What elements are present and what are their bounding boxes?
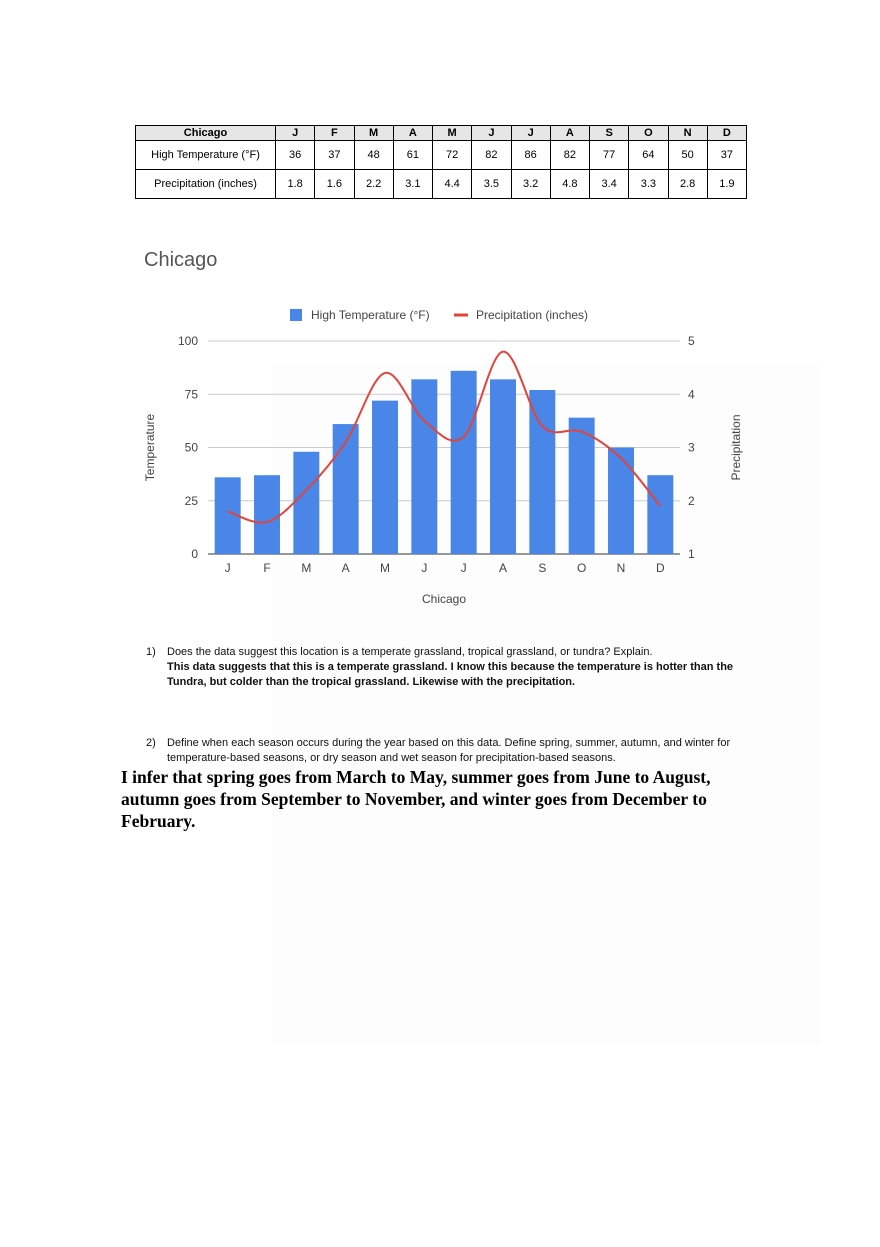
x-tick-label: N: [616, 561, 626, 575]
x-tick-label: M: [301, 561, 312, 575]
y2-tick-label: 4: [688, 387, 695, 402]
table-row: [136, 170, 747, 199]
x-tick-label: J: [421, 561, 428, 575]
bar: [490, 379, 516, 554]
x-tick-label: O: [576, 561, 587, 575]
bar: [293, 452, 319, 554]
table-month-header: O: [629, 126, 668, 141]
y-tick-label: 75: [184, 387, 198, 402]
table-cell: 2.8: [668, 170, 707, 199]
table-row: [136, 141, 747, 170]
climate-table: [135, 125, 747, 199]
question-number: 1): [146, 646, 156, 658]
y-tick-label: 100: [177, 334, 198, 348]
table-cell: 37: [707, 141, 746, 170]
question-answer: This data suggests that this is a temperate grassland. I know this because the temperature is hotter than the Tundra, but colder than the tropical grassland. Likewise with the precipitation.: [167, 661, 734, 688]
x-tick-label: A: [341, 561, 350, 575]
table-month-header: J: [511, 126, 550, 141]
table-month-header: J: [472, 126, 511, 141]
table-cell: 37: [315, 141, 354, 170]
x-tick-label: J: [224, 561, 231, 575]
bar: [569, 418, 595, 554]
table-cell: 48: [354, 141, 393, 170]
table-month-header: D: [707, 126, 746, 141]
bar: [647, 475, 673, 554]
table-month-header: M: [354, 126, 393, 141]
y2-tick-label: 5: [688, 334, 695, 348]
table-cell: 4.8: [550, 170, 589, 199]
x-tick-label: J: [460, 561, 467, 575]
table-month-header: A: [393, 126, 432, 141]
x-axis-label: Chicago: [421, 592, 467, 606]
question-number: 2): [146, 737, 156, 749]
y-tick-label: 0: [191, 547, 198, 561]
x-tick-label: F: [263, 561, 271, 575]
final-answer: I infer that spring goes from March to May, summer goes from June to August, autumn goes from September to November, and winter goes from December to February.: [121, 767, 711, 831]
legend-label-temperature: High Temperature (°F): [311, 308, 430, 322]
table-cell: 50: [668, 141, 707, 170]
question-prompt: Define when each season occurs during the year based on this data. Define spring, summer, autumn, and winter for temperature-based seasons, or dry season and wet season for precipitation-based seasons.: [167, 737, 731, 764]
bar: [529, 390, 555, 554]
table-cell: 3.3: [629, 170, 668, 199]
x-tick-label: M: [380, 561, 390, 575]
table-cell: 64: [629, 141, 668, 170]
table-row-label: High Temperature (°F): [136, 141, 276, 170]
bar: [411, 379, 437, 554]
table-cell: 36: [276, 141, 315, 170]
table-cell: 82: [472, 141, 511, 170]
y2-tick-label: 3: [688, 440, 695, 455]
legend-label-precipitation: Precipitation (inches): [476, 308, 589, 322]
bar: [372, 401, 398, 554]
precipitation-line: [228, 352, 661, 523]
table-month-header: S: [590, 126, 629, 141]
legend-swatch-temperature: [290, 309, 302, 321]
table-cell: 3.5: [472, 170, 511, 199]
y2-tick-label: 1: [688, 547, 695, 561]
bar: [254, 475, 280, 554]
table-cell: 1.6: [315, 170, 354, 199]
x-tick-label: A: [498, 561, 508, 575]
chart-title: Chicago: [144, 249, 218, 271]
table-cell: 72: [433, 141, 472, 170]
table-header-label: Chicago: [136, 126, 276, 141]
table-cell: 3.2: [511, 170, 550, 199]
table-cell: 61: [393, 141, 432, 170]
x-tick-label: D: [655, 561, 665, 575]
table-header-row: [136, 126, 747, 141]
climate-chart: [130, 290, 760, 620]
legend-swatch-precipitation: [454, 314, 468, 317]
table-month-header: M: [433, 126, 472, 141]
table-cell: 82: [550, 141, 589, 170]
table-month-header: J: [276, 126, 315, 141]
table-cell: 3.1: [393, 170, 432, 199]
table-month-header: N: [668, 126, 707, 141]
table-cell: 1.8: [276, 170, 315, 199]
table-cell: 1.9: [707, 170, 746, 199]
y-tick-label: 25: [184, 493, 198, 508]
y-tick-label: 50: [184, 440, 198, 455]
table-cell: 4.4: [433, 170, 472, 199]
table-cell: 77: [590, 141, 629, 170]
y2-axis-label: Precipitation: [729, 414, 743, 481]
y2-tick-label: 2: [688, 493, 695, 508]
question-prompt: Does the data suggest this location is a temperate grassland, tropical grassland, or tundra? Explain.: [167, 646, 653, 658]
table-row-label: Precipitation (inches): [136, 170, 276, 199]
bar: [608, 448, 634, 555]
table-cell: 2.2: [354, 170, 393, 199]
x-tick-label: S: [538, 561, 547, 575]
table-month-header: F: [315, 126, 354, 141]
bar: [451, 371, 477, 554]
table-cell: 3.4: [590, 170, 629, 199]
table-month-header: A: [550, 126, 589, 141]
y-axis-label: Temperature: [143, 413, 157, 482]
table-cell: 86: [511, 141, 550, 170]
